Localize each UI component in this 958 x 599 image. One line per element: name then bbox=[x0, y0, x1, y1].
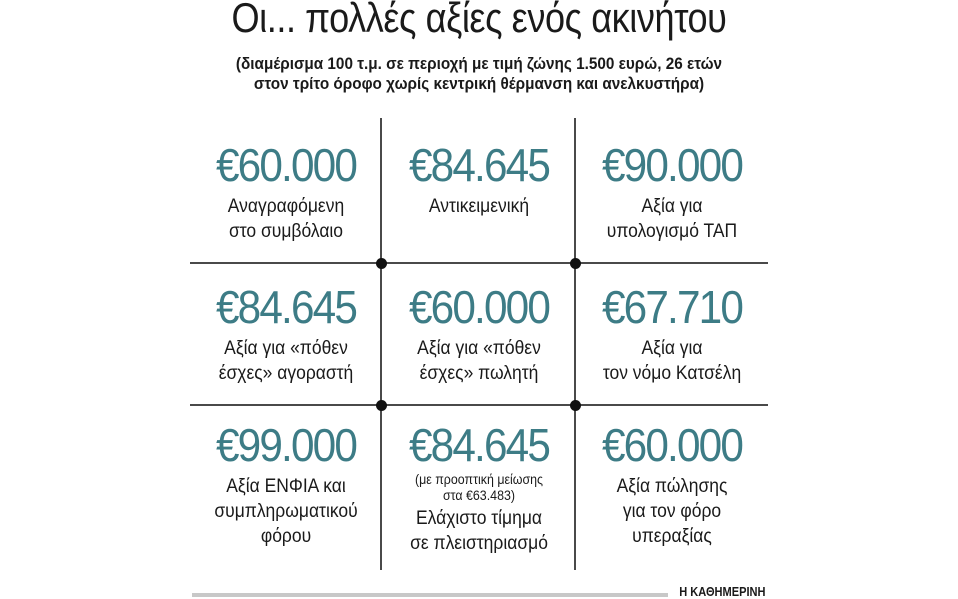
cell-label bbox=[391, 336, 568, 386]
value-cell-pothen-buyer bbox=[190, 282, 382, 386]
value-cell-pothen-seller bbox=[383, 282, 575, 386]
cell-value: €84.645 bbox=[408, 139, 550, 191]
cell-label-line: έσχες» αγοραστή bbox=[218, 363, 354, 384]
cell-label-line: έσχες» πωλητή bbox=[419, 363, 539, 384]
value-cell-katseli-law bbox=[576, 282, 768, 386]
cell-label-line: Αξία για «πόθεν bbox=[224, 338, 348, 359]
cell-value: €90.000 bbox=[601, 139, 743, 191]
cell-label-line: στο συμβόλαιο bbox=[228, 221, 344, 242]
cell-label-line: Αξία για bbox=[641, 196, 703, 217]
subtitle-line-1: (διαμέρισμα 100 τ.μ. σε περιοχή με τιμή ζώνης 1.500 ευρώ, 26 ετών bbox=[235, 54, 723, 73]
cell-note bbox=[391, 472, 568, 504]
grid-intersection-dot bbox=[376, 400, 387, 411]
subtitle-line-2: στον τρίτο όροφο χωρίς κεντρική θέρμανση και ανελκυστήρα) bbox=[253, 74, 705, 93]
cell-value: €99.000 bbox=[215, 419, 357, 471]
value-cell-enfia bbox=[190, 420, 382, 549]
cell-label-line: Αξία ΕΝΦΙΑ και bbox=[226, 476, 346, 497]
cell-label bbox=[198, 336, 375, 386]
cell-label bbox=[198, 474, 375, 549]
cell-label-line: φόρου bbox=[260, 526, 312, 547]
cell-note-line: στα €63.483) bbox=[442, 488, 516, 503]
value-cell-objective bbox=[383, 140, 575, 219]
cell-value: €67.710 bbox=[601, 281, 743, 333]
cell-label-line: υπολογισμό ΤΑΠ bbox=[606, 221, 738, 242]
cell-label-line: Αντικειμενική bbox=[428, 196, 530, 217]
cell-label-line: Αξία για «πόθεν bbox=[417, 338, 541, 359]
infographic-subtitle bbox=[48, 54, 910, 94]
cell-value: €84.645 bbox=[408, 419, 550, 471]
value-cell-capital-gains bbox=[576, 420, 768, 549]
value-cell-tap bbox=[576, 140, 768, 244]
publisher-credit: Η ΚΑΘΗΜΕΡΙΝΗ bbox=[678, 584, 765, 599]
cell-label-line: Ελάχιστο τίμημα bbox=[415, 508, 543, 529]
cell-value: €84.645 bbox=[215, 281, 357, 333]
grid-divider-horizontal-1 bbox=[190, 262, 768, 264]
value-cell-contract bbox=[190, 140, 382, 244]
cell-label-line: σε πλειστηριασμό bbox=[410, 533, 548, 554]
cell-label bbox=[391, 194, 568, 219]
footer-rule bbox=[192, 593, 668, 597]
cell-label bbox=[584, 194, 761, 244]
cell-note-line: (με προοπτική μείωσης bbox=[414, 472, 544, 487]
grid-intersection-dot bbox=[376, 258, 387, 269]
cell-label-line: τον νόμο Κατσέλη bbox=[602, 363, 742, 384]
cell-label bbox=[198, 194, 375, 244]
infographic-title: Οι... πολλές αξίες ενός ακινήτου bbox=[231, 0, 727, 41]
cell-label-line: Αναγραφόμενη bbox=[227, 196, 345, 217]
cell-label-line: Αξία για bbox=[641, 338, 703, 359]
cell-label bbox=[584, 474, 761, 549]
cell-label-line: συμπληρωματικού bbox=[214, 501, 358, 522]
value-cell-auction bbox=[383, 420, 575, 556]
grid-intersection-dot bbox=[570, 400, 581, 411]
cell-value: €60.000 bbox=[408, 281, 550, 333]
cell-label-line: για τον φόρο bbox=[622, 501, 722, 522]
grid-intersection-dot bbox=[570, 258, 581, 269]
cell-label-line: Αξία πώλησης bbox=[616, 476, 728, 497]
cell-label bbox=[391, 506, 568, 556]
cell-value: €60.000 bbox=[215, 139, 357, 191]
cell-label bbox=[584, 336, 761, 386]
cell-label-line: υπεραξίας bbox=[632, 526, 712, 547]
values-grid bbox=[190, 118, 768, 570]
grid-divider-horizontal-2 bbox=[190, 404, 768, 406]
cell-value: €60.000 bbox=[601, 419, 743, 471]
